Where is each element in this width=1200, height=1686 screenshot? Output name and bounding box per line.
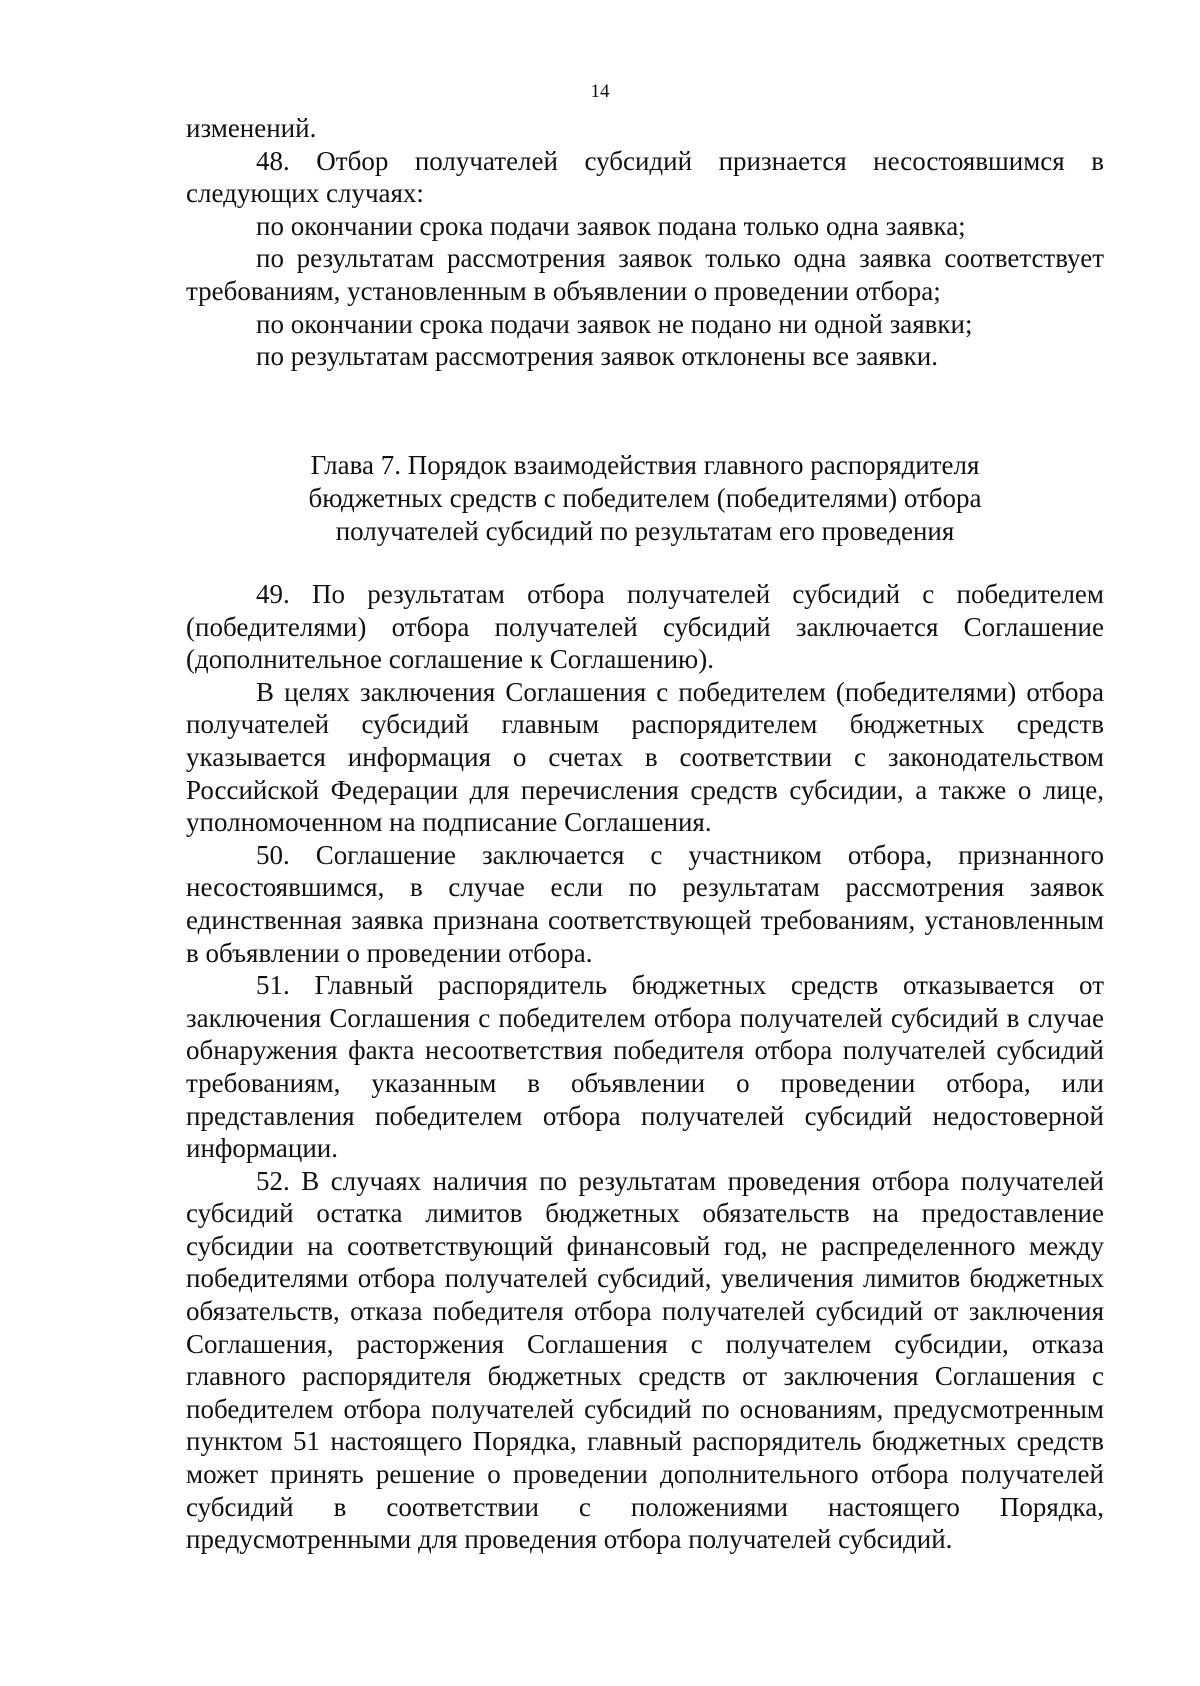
chapter-heading	[186, 449, 1104, 548]
list-item: по результатам рассмотрения заявок только одна заявка соответствует требованиям, установленным в объявлении о проведении отбора;	[186, 243, 1104, 306]
list-item: по результатам рассмотрения заявок отклонены все заявки.	[256, 341, 938, 372]
paragraph-51: 51. Главный распорядитель бюджетных средств отказывается от заключения Соглашения с победителем отбора получателей субсидий в случае обнаружения факта несоответствия победителя отбора получателей субсидий требованиям, указанным в объявлении о проведении отбора, или представления победителем отбора получателей субсидий недостоверной информации.	[186, 970, 1104, 1164]
continuation-text: изменений.	[186, 113, 317, 143]
paragraph-49-continued: В целях заключения Соглашения с победителем (победителями) отбора получателей субсидий главным распорядителем бюджетных средств указывается информация о счетах в соответствии с законодательством Российской Федерации для перечисления средств субсидии, а также о лице, уполномоченном на подписание Соглашения.	[186, 676, 1104, 838]
chapter-title-line: получателей субсидий по результатам его проведения	[335, 516, 955, 546]
paragraph-50: 50. Соглашение заключается с участником отбора, признанного несостоявшимся, в случае если по результатам рассмотрения заявок единственная заявка признана соответствующей требованиям, установленным в объявлении о проведении отбора.	[186, 839, 1104, 968]
section-48	[186, 112, 1104, 373]
chapter-title-line: Глава 7. Порядок взаимодействия главного распорядителя	[310, 450, 980, 480]
chapter-title	[186, 449, 1104, 548]
chapter-title-line: бюджетных средств с победителем (победителями) отбора	[308, 483, 982, 513]
list-item: по окончании срока подачи заявок подана только одна заявка;	[256, 210, 966, 241]
paragraph-52: 52. В случаях наличия по результатам проведения отбора получателей субсидий остатка лимитов бюджетных обязательств на предоставление субсидии на соответствующий финансовый год, не распределенного между победителями отбора получателей субсидий, увеличения лимитов бюджетных обязательств, отказа победителя отбора получателей субсидий от заключения Соглашения, расторжения Соглашения с получателем субсидии, отказа главного распорядителя бюджетных средств от заключения Соглашения с победителем отбора получателей субсидий по основаниям, предусмотренным пунктом 51 настоящего Порядка, главный распорядитель бюджетных средств может принять решение о проведении дополнительного отбора получателей субсидий в соответствии с положениями настоящего Порядка, предусмотренными для проведения отбора получателей субсидий.	[186, 1165, 1104, 1555]
page-number: 14	[590, 81, 610, 102]
list-item: по окончании срока подачи заявок не подано ни одной заявки;	[256, 308, 973, 339]
chapter-body	[186, 578, 1104, 1556]
paragraph-48: 48. Отбор получателей субсидий признается несостоявшимся в следующих случаях:	[186, 145, 1104, 209]
paragraph-49: 49. По результатам отбора получателей субсидий с победителем (победителями) отбора получателей субсидий заключается Соглашение (дополнительное соглашение к Соглашению).	[186, 579, 1104, 675]
